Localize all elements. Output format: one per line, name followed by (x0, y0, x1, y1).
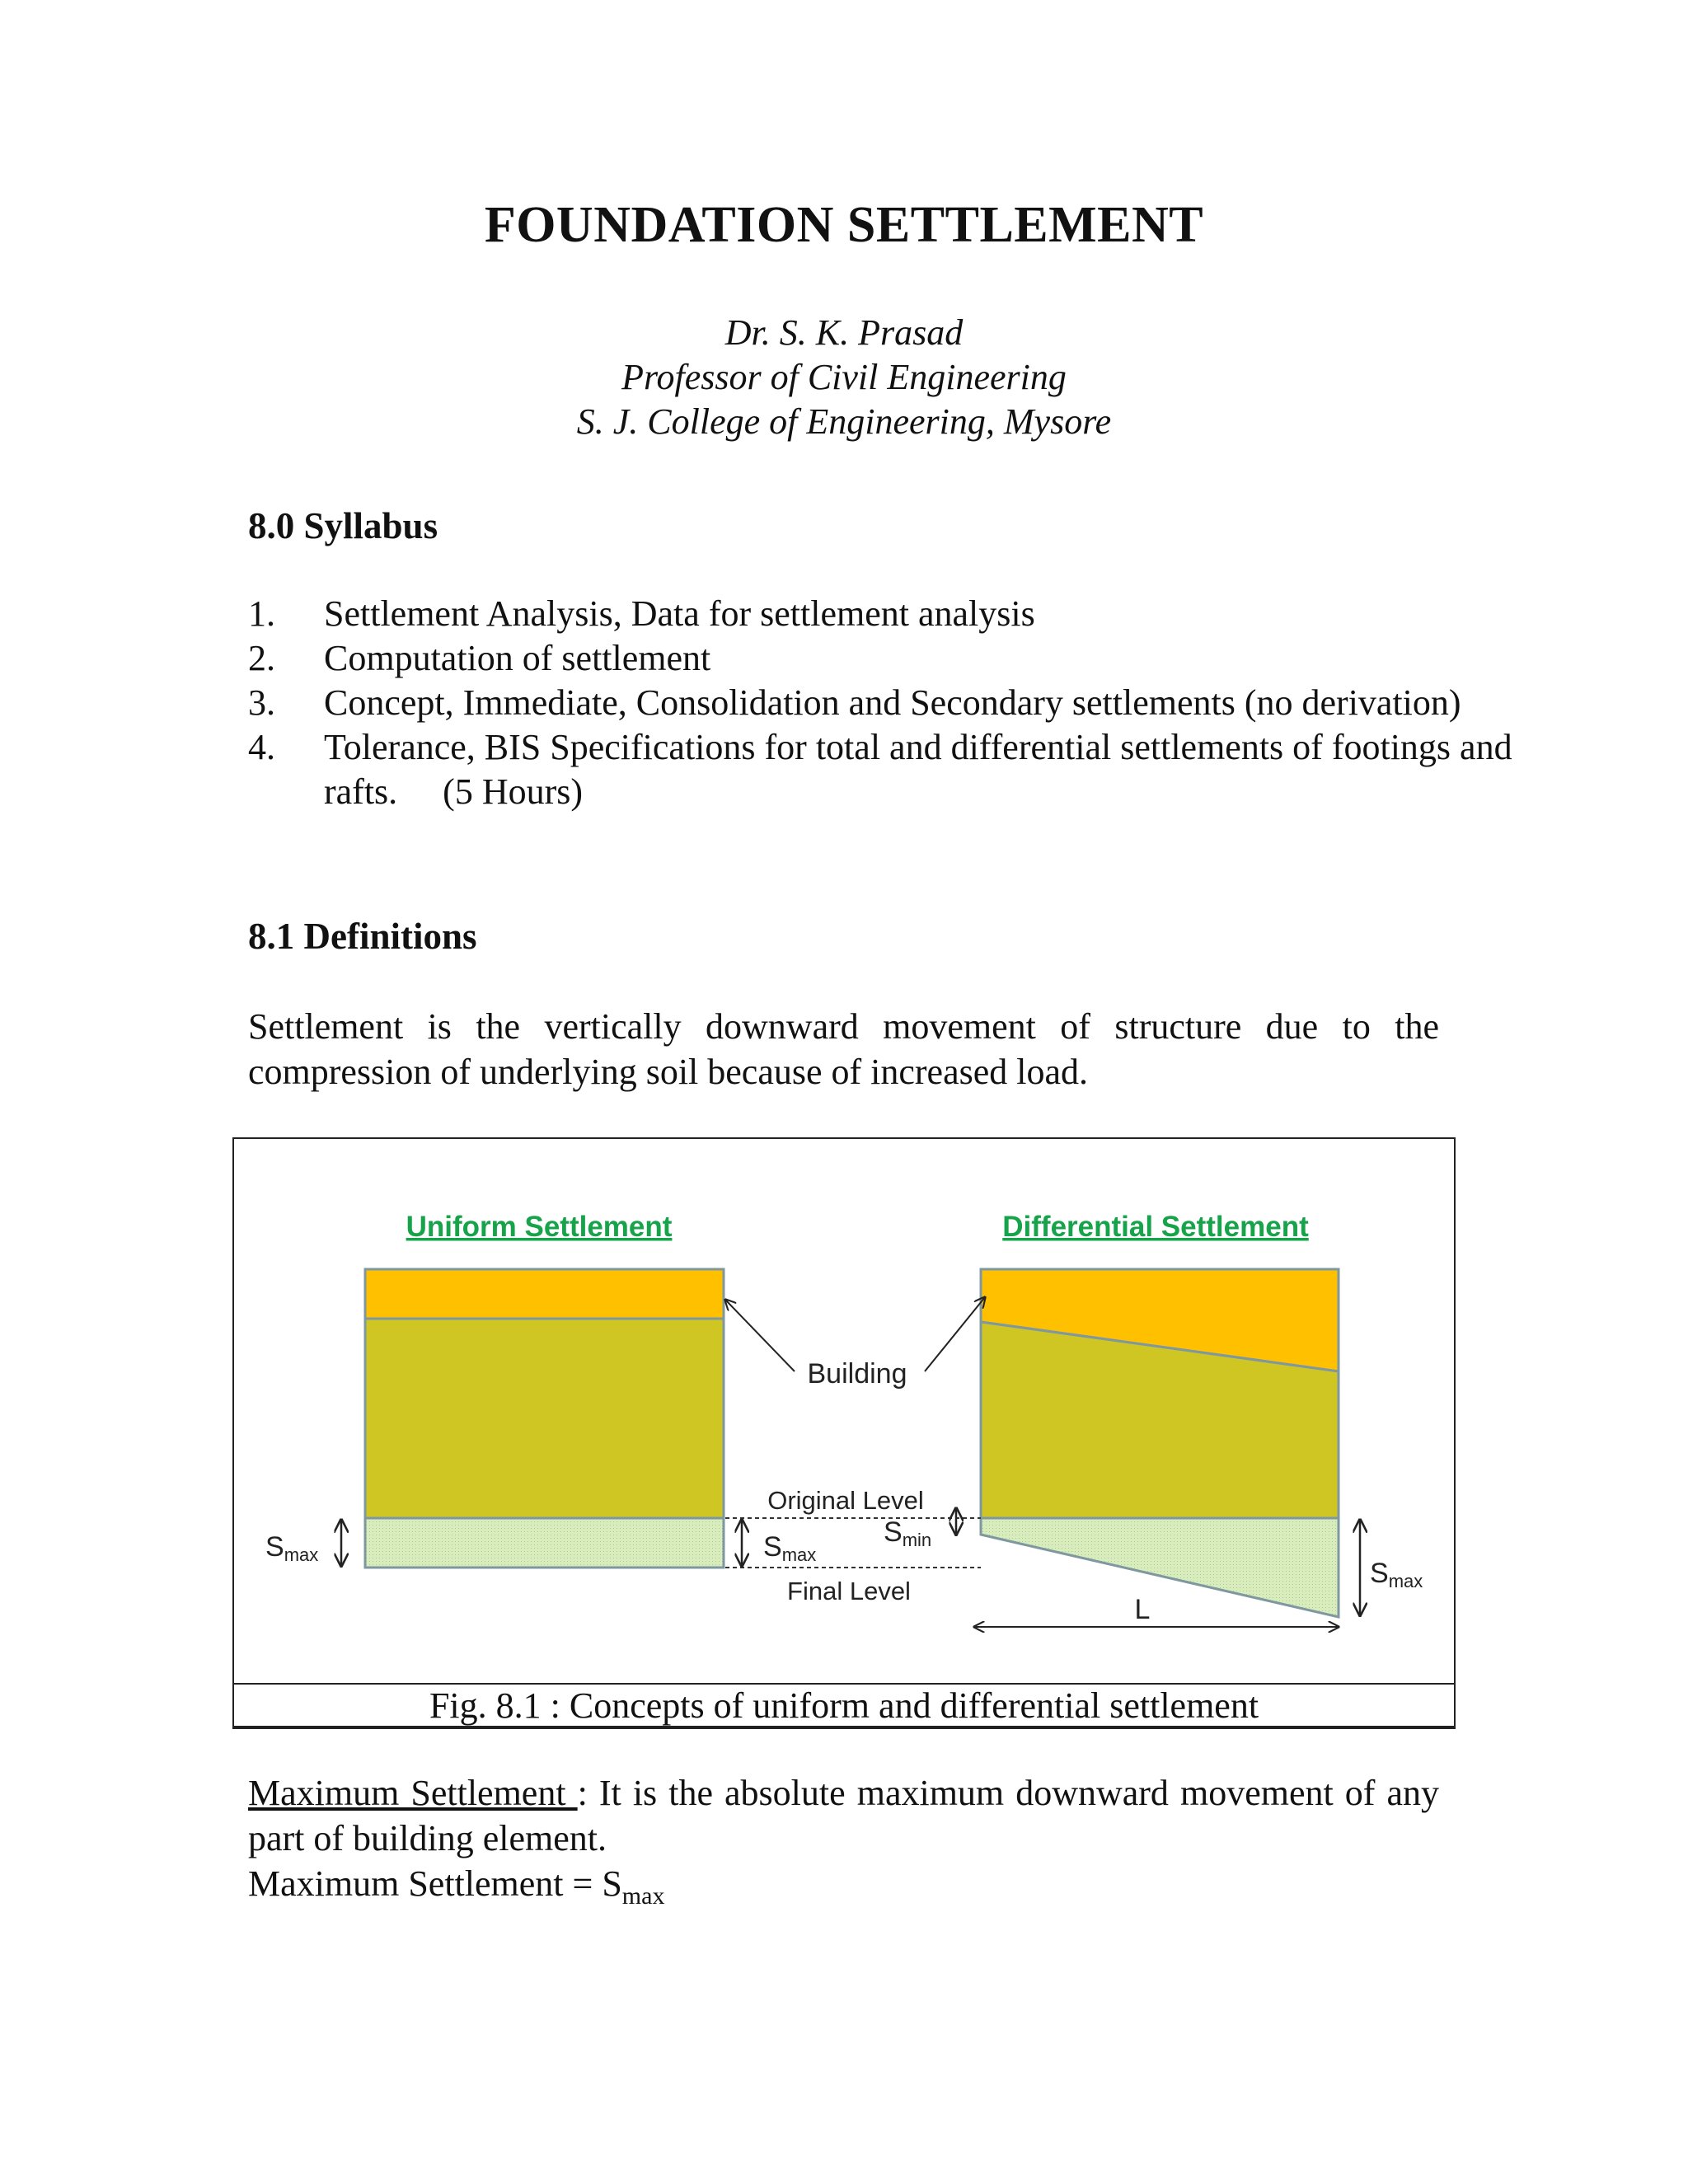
max-settlement-definition (248, 1770, 1439, 1861)
list-item (248, 592, 1560, 636)
building-pointer-left (725, 1300, 795, 1371)
differential-settled-zone (981, 1518, 1339, 1617)
list-item (248, 725, 1560, 814)
syllabus-list (248, 592, 1560, 814)
syllabus-heading: 8.0 Syllabus (248, 505, 438, 546)
definitions-heading: 8.1 Definitions (248, 916, 477, 957)
length-label: L (1134, 1594, 1151, 1625)
list-item-text: Settlement Analysis, Data for settlement analysis (324, 593, 1035, 634)
smin-label: Smin (884, 1516, 932, 1550)
max-settlement-formula (248, 1861, 1439, 1919)
uniform-building-top (365, 1269, 724, 1319)
differential-building (981, 1269, 1339, 1617)
settlement-diagram (234, 1139, 1454, 1726)
smax-label-center: Smax (763, 1531, 817, 1565)
list-item-number: 3. (248, 682, 275, 723)
final-level-label: Final Level (787, 1577, 911, 1605)
list-item (248, 681, 1560, 725)
formula-subscript: max (621, 1882, 665, 1910)
uniform-settlement-title: Uniform Settlement (406, 1211, 673, 1243)
list-item-number: 4. (248, 727, 275, 767)
differential-settlement-title: Differential Settlement (1002, 1211, 1309, 1243)
max-settlement-text: : It is the absolute maximum downward movement of any part of building element. (248, 1773, 1439, 1858)
author-position: Professor of Civil Engineering (621, 357, 1067, 397)
original-level-label: Original Level (767, 1486, 924, 1515)
list-item-text: Computation of settlement (324, 638, 711, 678)
list-item-number: 1. (248, 593, 275, 634)
page-title: FOUNDATION SETTLEMENT (484, 197, 1204, 253)
figure-caption: Fig. 8.1 : Concepts of uniform and differential settlement (232, 1683, 1456, 1729)
uniform-soil-above (365, 1319, 724, 1518)
uniform-building (365, 1269, 724, 1568)
formula-text: Maximum Settlement = S (248, 1863, 622, 1904)
settlement-definition: Settlement is the vertically downward movement of structure due to the compression of underlying soil because of increased load. (248, 1006, 1439, 1092)
uniform-settled-zone (365, 1518, 724, 1568)
list-item-text: Tolerance, BIS Specifications for total and differential settlements of footings and rafts. (5 Hours) (324, 727, 1512, 812)
list-item-text: Concept, Immediate, Consolidation and Secondary settlements (no derivation) (324, 682, 1461, 723)
smax-label-right: Smax (1370, 1558, 1423, 1591)
smax-label-left: Smax (265, 1531, 319, 1565)
list-item (248, 636, 1560, 681)
building-label: Building (807, 1358, 907, 1390)
max-settlement-term: Maximum Settlement (248, 1773, 578, 1813)
figure-frame (232, 1137, 1456, 1727)
list-item-number: 2. (248, 638, 275, 678)
author-institution: S. J. College of Engineering, Mysore (576, 401, 1112, 442)
building-pointer-right (925, 1297, 985, 1371)
author-name: Dr. S. K. Prasad (724, 312, 964, 353)
